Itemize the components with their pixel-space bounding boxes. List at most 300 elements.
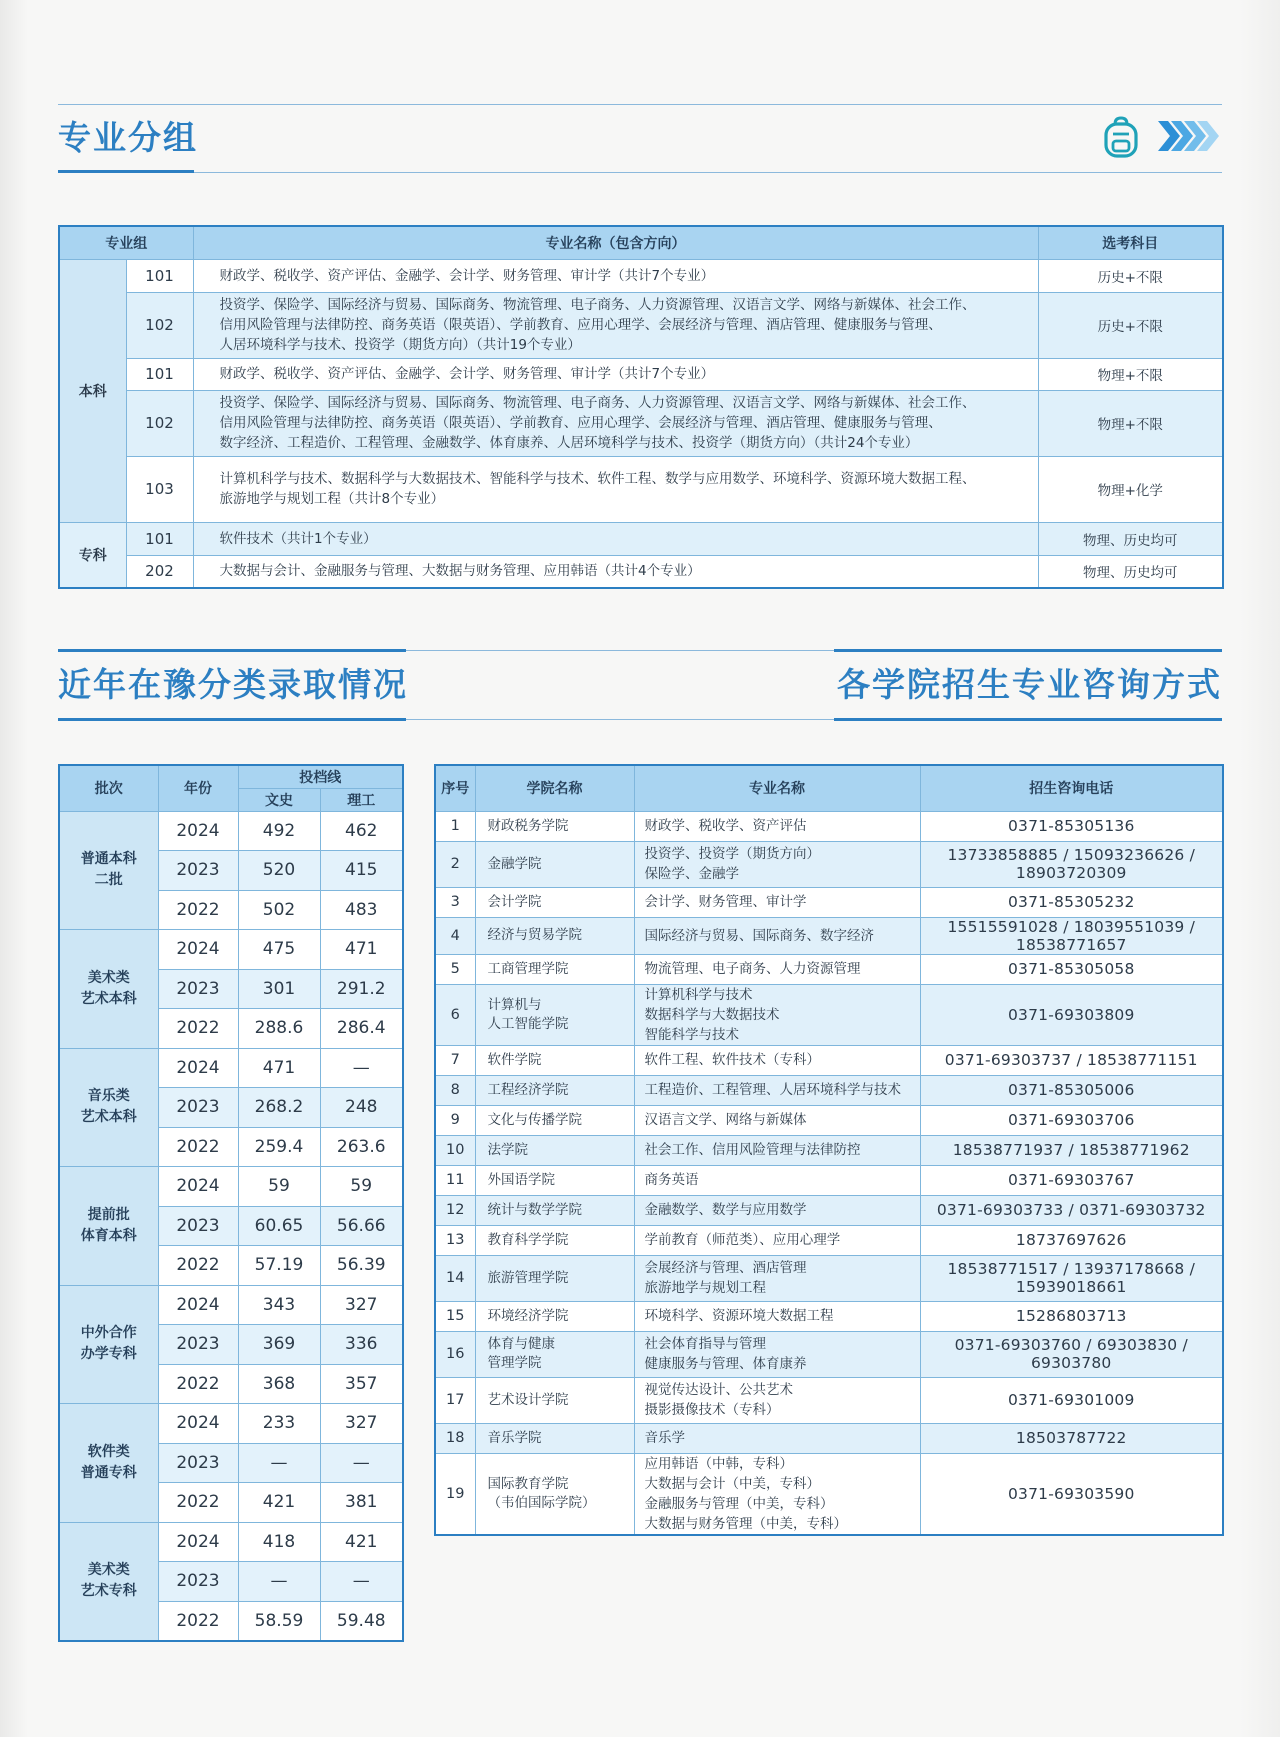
year-cell: 2023: [158, 1088, 238, 1128]
table-row: [59, 555, 1223, 588]
major-names-line: 商务英语: [644, 1172, 699, 1188]
major-names: [634, 1045, 920, 1075]
major-names: [634, 841, 920, 887]
row-number: 17: [435, 1377, 475, 1423]
row-number: 16: [435, 1331, 475, 1377]
ligong-cell: 56.39: [320, 1246, 403, 1286]
college-name: [475, 1195, 634, 1225]
wenshi-cell: 421: [238, 1483, 320, 1523]
ligong-cell: 483: [320, 890, 403, 930]
college-name: [475, 1377, 634, 1423]
group-majors: [193, 522, 1038, 555]
college-name: [475, 917, 634, 954]
college-name-line: 外国语学院: [487, 1171, 555, 1188]
group-majors: [193, 259, 1038, 292]
group-subject: 历史+不限: [1038, 259, 1223, 292]
table-row: [59, 390, 1223, 456]
wenshi-cell: 492: [238, 811, 320, 851]
table-header: 专业名称（包含方向）: [193, 226, 1038, 259]
college-name: [475, 984, 634, 1045]
phone-number: 0371-85305136: [920, 811, 1223, 841]
college-name: [475, 954, 634, 984]
chevron-right-icon: [1197, 121, 1219, 151]
wenshi-cell: 288.6: [238, 1009, 320, 1049]
college-name: [475, 841, 634, 887]
year-cell: 2022: [158, 1246, 238, 1286]
table-row: [435, 1301, 1223, 1331]
batch-label-line: 美术类: [87, 969, 130, 986]
phone-number: 0371-69303590: [920, 1453, 1223, 1535]
major-names-line: 音乐学: [644, 1430, 685, 1446]
year-cell: 2023: [158, 1206, 238, 1246]
row-number: 18: [435, 1423, 475, 1453]
wenshi-cell: —: [238, 1562, 320, 1602]
table-row: [435, 1165, 1223, 1195]
ligong-cell: 421: [320, 1522, 403, 1562]
heading-underline: [834, 649, 1222, 652]
table-row: [435, 1331, 1223, 1377]
phone-number: 0371-85305232: [920, 887, 1223, 917]
heading-underline: [58, 170, 194, 173]
wenshi-cell: 520: [238, 851, 320, 891]
college-name-line: 国际教育学院: [487, 1475, 569, 1492]
table-row: [59, 811, 403, 851]
table-row: [435, 1045, 1223, 1075]
college-name-line: 计算机与: [487, 996, 542, 1013]
year-cell: 2022: [158, 1483, 238, 1523]
table-row: [435, 887, 1223, 917]
phone-number: 0371-69303760 / 69303830 / 69303780: [920, 1331, 1223, 1377]
batch-label-line: 艺术专科: [80, 1583, 137, 1599]
ligong-cell: 327: [320, 1404, 403, 1444]
college-name: [475, 1453, 634, 1535]
major-names-line: 软件工程、软件技术（专科）: [644, 1052, 820, 1068]
group-subject: 历史+不限: [1038, 292, 1223, 358]
college-name: [475, 1105, 634, 1135]
major-line: 软件技术（共计1个专业）: [219, 530, 377, 547]
major-names-line: 国际经济与贸易、国际商务、数字经济: [644, 927, 874, 944]
college-name: [475, 1075, 634, 1105]
major-names-line: 数据科学与大数据技术: [644, 1006, 780, 1023]
major-names: [634, 1105, 920, 1135]
row-number: 13: [435, 1225, 475, 1255]
table-row: [435, 984, 1223, 1045]
college-name: [475, 1045, 634, 1075]
table-row: [59, 1404, 403, 1444]
major-line: 财政学、税收学、资产评估、金融学、会计学、财务管理、审计学（共计7个专业）: [219, 267, 715, 284]
table-row: [435, 1195, 1223, 1225]
row-number: 10: [435, 1135, 475, 1165]
year-cell: 2024: [158, 930, 238, 970]
table-header: 选考科目: [1038, 226, 1223, 259]
batch-label: [59, 1048, 158, 1167]
batch-label-line: 美术类: [87, 1562, 130, 1578]
batch-label-line: 普通专科: [80, 1464, 137, 1481]
major-names-line: 工程造价、工程管理、人居环境科学与技术: [644, 1082, 901, 1098]
table-row: [59, 1285, 403, 1325]
college-name-line: （韦伯国际学院）: [487, 1494, 596, 1511]
major-names-line: 视觉传达设计、公共艺术: [644, 1382, 793, 1398]
major-names: [634, 1453, 920, 1535]
wenshi-cell: 418: [238, 1522, 320, 1562]
major-names-line: 计算机科学与技术: [644, 986, 753, 1003]
college-name: [475, 1255, 634, 1301]
table-row: [59, 1167, 403, 1207]
college-name: [475, 887, 634, 917]
table-row: [435, 1135, 1223, 1165]
table-row: [435, 954, 1223, 984]
year-cell: 2022: [158, 1127, 238, 1167]
group-label-benke: 本科: [59, 259, 126, 522]
major-names-line: 智能科学与技术: [644, 1026, 739, 1043]
major-names-line: 健康服务与管理、体育康养: [644, 1356, 807, 1372]
major-names: [634, 984, 920, 1045]
phone-number: 15286803713: [920, 1301, 1223, 1331]
major-names: [634, 1075, 920, 1105]
major-names-line: 物流管理、电子商务、人力资源管理: [644, 961, 861, 977]
wenshi-cell: 259.4: [238, 1127, 320, 1167]
table-row: [435, 1105, 1223, 1135]
phone-number: 0371-85305006: [920, 1075, 1223, 1105]
college-name-line: 财政税务学院: [487, 817, 569, 834]
row-number: 12: [435, 1195, 475, 1225]
college-name-line: 会计学院: [487, 893, 542, 910]
section-title-groups: 专业分组: [58, 118, 198, 157]
ligong-cell: 291.2: [320, 969, 403, 1009]
major-names: [634, 1195, 920, 1225]
wenshi-cell: 268.2: [238, 1088, 320, 1128]
major-names: [634, 1225, 920, 1255]
major-line: 投资学、保险学、国际经济与贸易、国际商务、物流管理、电子商务、人力资源管理、汉语言文学、网络与新媒体、社会工作、: [219, 297, 976, 313]
year-cell: 2023: [158, 851, 238, 891]
table-row: [435, 1423, 1223, 1453]
college-name: [475, 1423, 634, 1453]
major-line: 数字经济、工程造价、工程管理、金融数学、体育康养、人居环境科学与技术、投资学（期货方向）（共计24个专业）: [219, 435, 919, 451]
batch-label-line: 二批: [94, 872, 123, 889]
ligong-cell: 263.6: [320, 1127, 403, 1167]
group-code: 101: [126, 358, 193, 390]
major-names-line: 大数据与会计（中美，专科）: [644, 1475, 820, 1492]
major-names-line: 会计学、财务管理、审计学: [644, 894, 807, 910]
table-row: [59, 1522, 403, 1562]
heading-underline: [58, 718, 406, 721]
group-majors: [193, 456, 1038, 522]
college-name-line: 金融学院: [487, 855, 542, 872]
college-name-line: 环境经济学院: [487, 1307, 569, 1324]
wenshi-cell: 59: [238, 1167, 320, 1207]
major-names-line: 社会体育指导与管理: [644, 1336, 766, 1352]
major-names: [634, 1377, 920, 1423]
group-label-zhuanke: 专科: [59, 522, 126, 588]
college-name: [475, 1165, 634, 1195]
ligong-cell: 56.66: [320, 1206, 403, 1246]
major-groups-table: [58, 225, 1224, 589]
ligong-cell: 336: [320, 1325, 403, 1365]
major-names-line: 社会工作、信用风险管理与法律防控: [644, 1142, 861, 1158]
year-cell: 2024: [158, 1048, 238, 1088]
row-number: 2: [435, 841, 475, 887]
wenshi-cell: 502: [238, 890, 320, 930]
major-names-line: 旅游地学与规划工程: [644, 1280, 766, 1296]
college-name-line: 音乐学院: [487, 1429, 542, 1446]
group-subject: 物理、历史均可: [1038, 522, 1223, 555]
table-row: [435, 1255, 1223, 1301]
table-row: [59, 930, 403, 970]
group-subject: 物理+不限: [1038, 390, 1223, 456]
ligong-cell: 286.4: [320, 1009, 403, 1049]
ligong-cell: 415: [320, 851, 403, 891]
table-row: [435, 1377, 1223, 1423]
year-cell: 2023: [158, 1562, 238, 1602]
wenshi-cell: —: [238, 1443, 320, 1483]
college-name-line: 体育与健康: [487, 1336, 555, 1352]
table-header: 序号: [435, 765, 475, 811]
ligong-cell: 327: [320, 1285, 403, 1325]
ligong-cell: —: [320, 1048, 403, 1088]
wenshi-cell: 60.65: [238, 1206, 320, 1246]
major-names-line: 环境科学、资源环境大数据工程: [644, 1308, 834, 1324]
heading-underline: [58, 649, 406, 652]
phone-number: 0371-85305058: [920, 954, 1223, 984]
phone-number: 0371-69301009: [920, 1377, 1223, 1423]
row-number: 3: [435, 887, 475, 917]
batch-label-line: 音乐类: [87, 1088, 130, 1105]
year-cell: 2022: [158, 1601, 238, 1641]
year-cell: 2022: [158, 1009, 238, 1049]
ligong-cell: 462: [320, 811, 403, 851]
major-names: [634, 1255, 920, 1301]
table-row: [59, 456, 1223, 522]
group-majors: [193, 555, 1038, 588]
group-majors: [193, 292, 1038, 358]
major-line: 计算机科学与技术、数据科学与大数据技术、智能科学与技术、软件工程、数学与应用数学、环境科学、资源环境大数据工程、: [219, 471, 976, 487]
table-row: [435, 811, 1223, 841]
table-header: 理工: [320, 788, 403, 811]
major-names-line: 学前教育（师范类）、应用心理学: [644, 1232, 841, 1248]
major-names: [634, 917, 920, 954]
group-code: 202: [126, 555, 193, 588]
table-header: 专业名称: [634, 765, 920, 811]
contacts-table: [434, 764, 1224, 1536]
college-name-line: 教育科学学院: [487, 1231, 569, 1248]
row-number: 14: [435, 1255, 475, 1301]
year-cell: 2024: [158, 1404, 238, 1444]
group-code: 101: [126, 259, 193, 292]
college-name: [475, 1331, 634, 1377]
phone-number: 18737697626: [920, 1225, 1223, 1255]
table-row: [59, 292, 1223, 358]
row-number: 19: [435, 1453, 475, 1535]
college-name-line: 管理学院: [487, 1355, 542, 1371]
batch-label-line: 中外合作: [80, 1325, 137, 1342]
major-names-line: 汉语言文学、网络与新媒体: [644, 1112, 807, 1128]
group-code: 103: [126, 456, 193, 522]
row-number: 15: [435, 1301, 475, 1331]
major-names-line: 金融数学、数学与应用数学: [644, 1202, 807, 1218]
ligong-cell: —: [320, 1443, 403, 1483]
batch-label-line: 办学专科: [80, 1346, 137, 1363]
heading-rule-bottom: [58, 172, 1222, 173]
table-row: [59, 1048, 403, 1088]
row-number: 9: [435, 1105, 475, 1135]
wenshi-cell: 301: [238, 969, 320, 1009]
table-header: 专业组: [59, 226, 193, 259]
admissions-table: [58, 764, 404, 1642]
college-name-line: 法学院: [487, 1141, 528, 1158]
major-names: [634, 1331, 920, 1377]
major-names: [634, 887, 920, 917]
year-cell: 2022: [158, 1364, 238, 1404]
college-name-line: 统计与数学学院: [487, 1201, 582, 1218]
wenshi-cell: 58.59: [238, 1601, 320, 1641]
heading-underline: [834, 718, 1222, 721]
year-cell: 2023: [158, 1443, 238, 1483]
college-name: [475, 1301, 634, 1331]
ligong-cell: —: [320, 1562, 403, 1602]
batch-label-line: 提前批: [87, 1206, 130, 1223]
group-subject: 物理+化学: [1038, 456, 1223, 522]
table-row: [435, 1225, 1223, 1255]
section-title-contacts: 各学院招生专业咨询方式: [837, 665, 1222, 704]
phone-number: 0371-69303737 / 18538771151: [920, 1045, 1223, 1075]
table-row: [59, 259, 1223, 292]
batch-label-line: 艺术本科: [80, 990, 137, 1007]
ligong-cell: 357: [320, 1364, 403, 1404]
wenshi-cell: 475: [238, 930, 320, 970]
table-header: 批次: [59, 765, 158, 811]
table-header: 年份: [158, 765, 238, 811]
major-line: 财政学、税收学、资产评估、金融学、会计学、财务管理、审计学（共计7个专业）: [219, 366, 715, 382]
major-names-line: 投资学、投资学（期货方向）: [644, 846, 820, 862]
major-line: 人居环境科学与技术、投资学（期货方向）（共计19个专业）: [219, 337, 581, 353]
college-name: [475, 811, 634, 841]
college-name-line: 人工智能学院: [487, 1015, 569, 1032]
backpack-icon: [1098, 114, 1144, 160]
batch-label: [59, 1167, 158, 1286]
major-names-line: 保险学、金融学: [644, 866, 739, 882]
table-row: [59, 522, 1223, 555]
major-names-line: 会展经济与管理、酒店管理: [644, 1260, 807, 1276]
major-line: 信用风险管理与法律防控、商务英语（限英语）、学前教育、应用心理学、会展经济与管理、酒店管理、健康服务与管理、: [219, 317, 942, 333]
year-cell: 2023: [158, 969, 238, 1009]
group-code: 102: [126, 292, 193, 358]
college-name-line: 旅游管理学院: [487, 1269, 569, 1286]
major-line: 投资学、保险学、国际经济与贸易、国际商务、物流管理、电子商务、人力资源管理、汉语言文学、网络与新媒体、社会工作、: [219, 395, 976, 411]
batch-label-line: 软件类: [87, 1443, 130, 1460]
phone-number: 18538771937 / 18538771962: [920, 1135, 1223, 1165]
phone-number: 18503787722: [920, 1423, 1223, 1453]
college-name-line: 软件学院: [487, 1051, 542, 1068]
wenshi-cell: 368: [238, 1364, 320, 1404]
table-row: [435, 1075, 1223, 1105]
row-number: 6: [435, 984, 475, 1045]
major-names-line: 财政学、税收学、资产评估: [644, 818, 807, 834]
group-majors: [193, 390, 1038, 456]
year-cell: 2023: [158, 1325, 238, 1365]
major-names-line: 摄影摄像技术（专科）: [644, 1402, 780, 1418]
group-code: 101: [126, 522, 193, 555]
group-subject: 物理+不限: [1038, 358, 1223, 390]
group-subject: 物理、历史均可: [1038, 555, 1223, 588]
row-number: 5: [435, 954, 475, 984]
phone-number: 0371-69303706: [920, 1105, 1223, 1135]
batch-label-line: 体育本科: [80, 1227, 137, 1244]
table-row: [435, 917, 1223, 954]
batch-label: [59, 1285, 158, 1404]
phone-number: 13733858885 / 15093236626 / 18903720309: [920, 841, 1223, 887]
major-names-line: 应用韩语（中韩，专科）: [644, 1455, 793, 1472]
college-name-line: 文化与传播学院: [487, 1111, 582, 1128]
major-names: [634, 1301, 920, 1331]
phone-number: 15515591028 / 18039551039 / 18538771657: [920, 917, 1223, 954]
wenshi-cell: 369: [238, 1325, 320, 1365]
major-names-line: 金融服务与管理（中美，专科）: [644, 1495, 834, 1512]
major-names: [634, 954, 920, 984]
year-cell: 2022: [158, 890, 238, 930]
wenshi-cell: 343: [238, 1285, 320, 1325]
major-names-line: 大数据与财务管理（中美，专科）: [644, 1515, 847, 1532]
group-majors: [193, 358, 1038, 390]
row-number: 11: [435, 1165, 475, 1195]
table-header: 文史: [238, 788, 320, 811]
year-cell: 2024: [158, 1167, 238, 1207]
year-cell: 2024: [158, 811, 238, 851]
major-names: [634, 811, 920, 841]
table-row: [59, 358, 1223, 390]
major-line: 大数据与会计、金融服务与管理、大数据与财务管理、应用韩语（共计4个专业）: [219, 563, 701, 580]
phone-number: 0371-69303767: [920, 1165, 1223, 1195]
row-number: 8: [435, 1075, 475, 1105]
table-header: 招生咨询电话: [920, 765, 1223, 811]
major-names: [634, 1135, 920, 1165]
college-name-line: 艺术设计学院: [487, 1391, 569, 1408]
table-row: [435, 1453, 1223, 1535]
batch-label-line: 普通本科: [80, 851, 137, 868]
ligong-cell: 59.48: [320, 1601, 403, 1641]
table-header: 投档线: [238, 765, 403, 788]
wenshi-cell: 471: [238, 1048, 320, 1088]
college-name-line: 工商管理学院: [487, 960, 569, 977]
row-number: 1: [435, 811, 475, 841]
major-line: 旅游地学与规划工程（共计8个专业）: [219, 491, 445, 507]
ligong-cell: 248: [320, 1088, 403, 1128]
section-title-admissions: 近年在豫分类录取情况: [58, 665, 408, 704]
wenshi-cell: 233: [238, 1404, 320, 1444]
major-names: [634, 1423, 920, 1453]
heading-rule-top: [58, 104, 1222, 105]
ligong-cell: 381: [320, 1483, 403, 1523]
year-cell: 2024: [158, 1522, 238, 1562]
year-cell: 2024: [158, 1285, 238, 1325]
ligong-cell: 471: [320, 930, 403, 970]
batch-label: [59, 930, 158, 1049]
major-line: 信用风险管理与法律防控、商务英语（限英语）、学前教育、应用心理学、会展经济与管理、酒店管理、健康服务与管理、: [219, 415, 942, 431]
row-number: 7: [435, 1045, 475, 1075]
college-name-line: 经济与贸易学院: [487, 927, 582, 943]
group-code: 102: [126, 390, 193, 456]
college-name: [475, 1135, 634, 1165]
college-name-line: 工程经济学院: [487, 1081, 569, 1098]
batch-label: [59, 811, 158, 930]
phone-number: 0371-69303809: [920, 984, 1223, 1045]
batch-label: [59, 1522, 158, 1641]
college-name: [475, 1225, 634, 1255]
phone-number: 0371-69303733 / 0371-69303732: [920, 1195, 1223, 1225]
ligong-cell: 59: [320, 1167, 403, 1207]
batch-label-line: 艺术本科: [80, 1109, 137, 1126]
batch-label: [59, 1404, 158, 1523]
phone-number: 18538771517 / 13937178668 / 15939018661: [920, 1255, 1223, 1301]
